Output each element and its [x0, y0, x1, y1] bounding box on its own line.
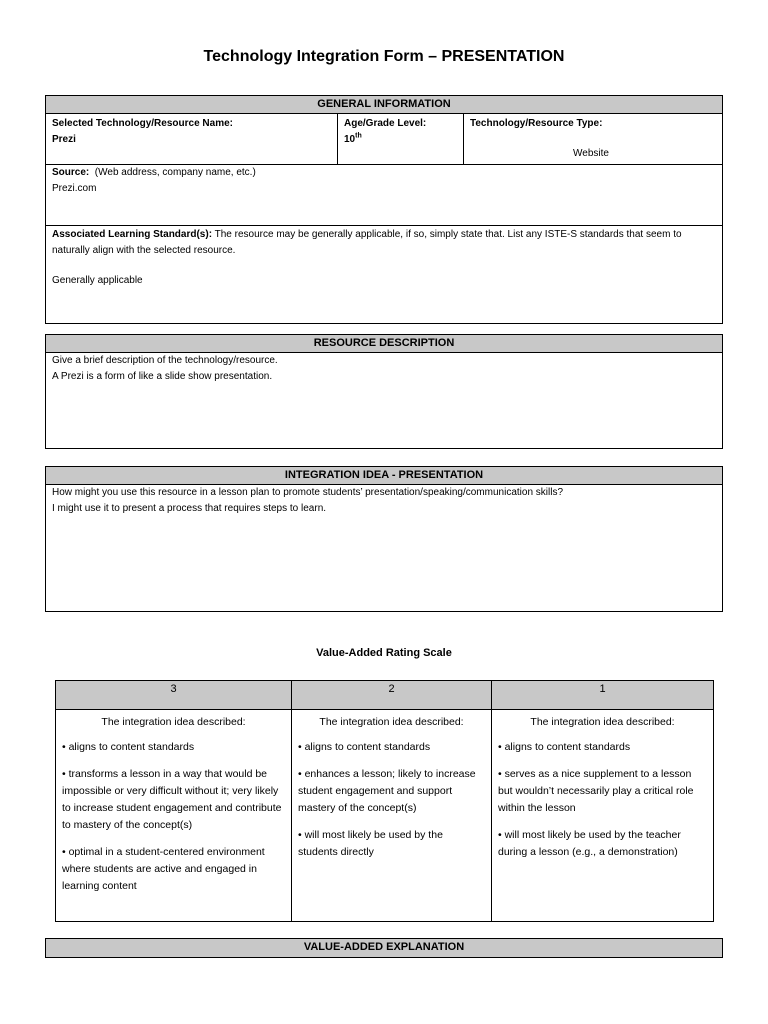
rating-header-3: 3	[170, 683, 177, 695]
rating-bullet: • aligns to content standards	[62, 741, 195, 753]
standards-label: Associated Learning Standard(s):	[52, 229, 213, 240]
resource-type-cell	[463, 114, 722, 164]
rating-header-1: 1	[491, 681, 713, 709]
resource-description-body	[46, 353, 722, 385]
age-grade-label: Age/Grade Level:	[344, 118, 427, 129]
general-information-section	[45, 95, 723, 324]
resource-description-header: RESOURCE DESCRIPTION	[46, 335, 722, 353]
rating-column-intro: The integration idea described:	[530, 716, 675, 728]
rating-scale-title: Value-Added Rating Scale	[316, 647, 452, 659]
resource-type-value: Website	[573, 148, 609, 159]
rating-bullet: • will most likely be used by the students directly	[298, 829, 443, 858]
standards-cell	[46, 226, 722, 289]
form-title: Technology Integration Form – PRESENTATION	[203, 48, 565, 65]
technology-name-label: Selected Technology/Resource Name:	[52, 118, 233, 129]
general-information-header: GENERAL INFORMATION	[46, 96, 722, 114]
resource-description-prompt: Give a brief description of the technology/resource.	[52, 355, 278, 366]
standards-prompt: The resource may be generally applicable, if so, simply state that. List any ISTE-S standards that seem to naturally align with the selected resource.	[52, 229, 682, 256]
technology-name-cell	[46, 114, 337, 164]
rating-bullet: • aligns to content standards	[298, 741, 431, 753]
value-added-explanation-header: VALUE-ADDED EXPLANATION	[46, 939, 722, 957]
integration-idea-prompt: How might you use this resource in a lesson plan to promote students’ presentation/speaking/communication skills?	[52, 487, 564, 498]
rating-column-intro: The integration idea described:	[101, 716, 246, 728]
source-label: Source:	[52, 167, 90, 178]
integration-idea-header: INTEGRATION IDEA - PRESENTATION	[46, 467, 722, 485]
source-value: Prezi.com	[52, 183, 97, 194]
source-cell	[46, 165, 722, 226]
rating-bullet: • aligns to content standards	[498, 741, 631, 753]
standards-value: Generally applicable	[52, 275, 143, 286]
rating-bullet: • serves as a nice supplement to a lesson but wouldn’t necessarily play a critical role within the lesson	[498, 768, 694, 814]
resource-description-answer: A Prezi is a form of like a slide show presentation.	[52, 371, 273, 382]
general-info-row	[46, 114, 722, 165]
technology-name-value: Prezi	[52, 134, 76, 145]
integration-idea-body	[46, 485, 722, 517]
rating-scale-body-row	[56, 710, 713, 921]
age-grade-cell	[337, 114, 463, 164]
age-grade-value: 10th	[344, 132, 362, 145]
rating-bullet: • enhances a lesson; likely to increase student engagement and support mastery of the concept(s)	[298, 768, 476, 814]
rating-column-1	[491, 710, 713, 921]
rating-bullet: • will most likely be used by the teacher during a lesson (e.g., a demonstration)	[498, 829, 681, 858]
rating-bullet: • transforms a lesson in a way that would be impossible or very difficult without it; very likely to increase student engagement and contribute to mastery of the concept(s)	[62, 768, 282, 831]
source-hint: (Web address, company name, etc.)	[94, 167, 256, 178]
rating-column-intro: The integration idea described:	[319, 716, 464, 728]
rating-bullet: • optimal in a student-centered environment where students are active and engaged in learning content	[62, 846, 265, 892]
rating-column-2	[291, 710, 491, 921]
resource-description-section	[45, 334, 723, 449]
integration-idea-answer: I might use it to present a process that requires steps to learn.	[52, 503, 327, 514]
resource-type-label: Technology/Resource Type:	[470, 118, 603, 129]
rating-column-3	[56, 710, 291, 921]
integration-idea-section	[45, 466, 723, 612]
rating-scale-table	[55, 680, 714, 922]
rating-header-2: 2	[291, 681, 491, 709]
rating-scale-header-row	[56, 681, 713, 710]
value-added-explanation-section	[45, 938, 723, 958]
